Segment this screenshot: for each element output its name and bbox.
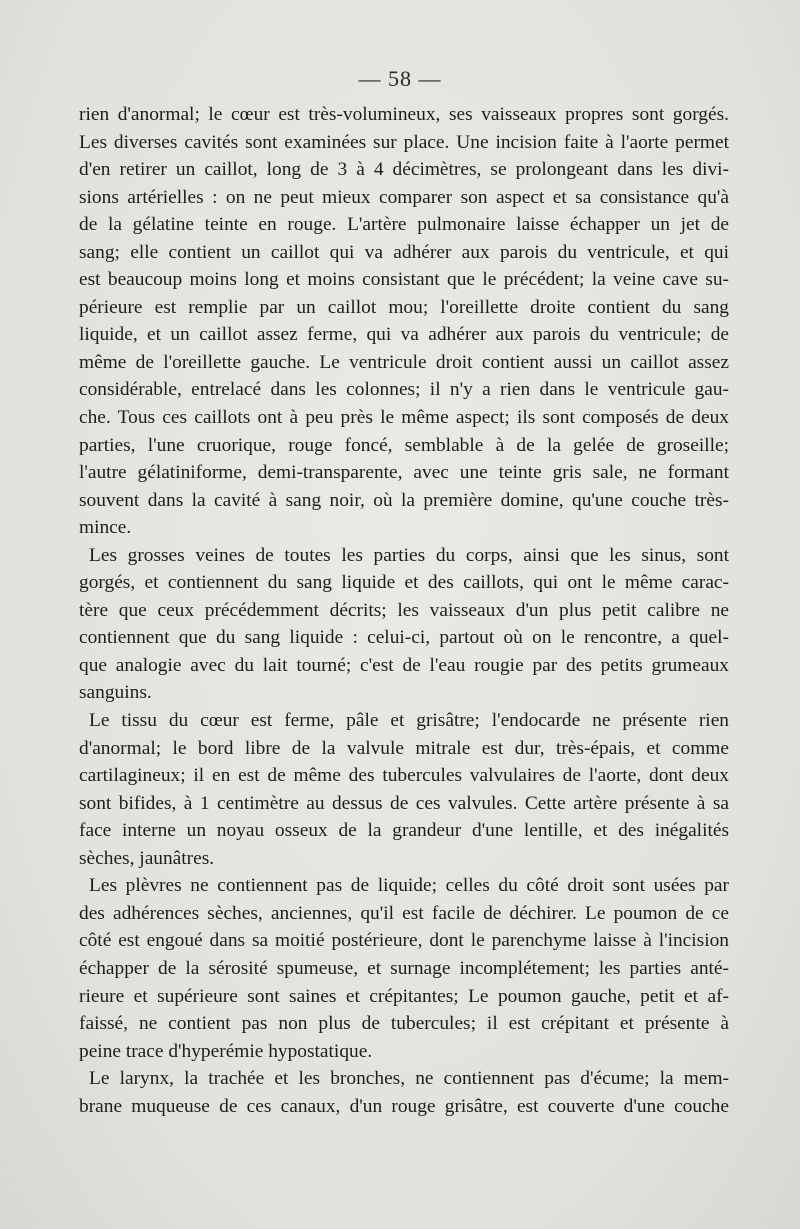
text-line: peine trace d'hyperémie hypostatique. — [79, 1040, 373, 1062]
text-line: sont bifides, à 1 centimètre au dessus de ces valvules. Cette artère présente à sa — [79, 792, 729, 814]
text-line: tère que ceux précédemment décrits; les vaisseaux d'un plus petit calibre ne — [79, 599, 729, 621]
text-line: des adhérences sèches, anciennes, qu'il est facile de déchirer. Le poumon de ce — [79, 902, 729, 924]
text-line: parties, l'une cruorique, rouge foncé, semblable à de la gelée de groseille; — [79, 434, 729, 456]
body-text — [79, 101, 729, 1120]
text-line: d'en retirer un caillot, long de 3 à 4 décimètres, se prolongeant dans les divi- — [79, 159, 729, 181]
text-line: souvent dans la cavité à sang noir, où la première domine, qu'une couche très- — [79, 489, 729, 511]
text-line: liquide, et un caillot assez ferme, qui va adhérer aux parois du ventricule; de — [79, 324, 729, 346]
text-line: Les diverses cavités sont examinées sur place. Une incision faite à l'aorte permet — [79, 131, 729, 153]
text-line: Les plèvres ne contiennent pas de liquide; celles du côté droit sont usées par — [89, 875, 729, 897]
text-line: sèches, jaunâtres. — [79, 847, 215, 869]
text-line: mince. — [79, 517, 132, 539]
text-line: gorgés, et contiennent du sang liquide et des caillots, qui ont le même carac- — [79, 572, 729, 594]
text-line: Les grosses veines de toutes les parties du corps, ainsi que les sinus, sont — [89, 544, 729, 566]
text-line: côté est engoué dans sa moitié postérieure, dont le parenchyme laisse à l'incision — [79, 930, 729, 952]
text-line: de la gélatine teinte en rouge. L'artère pulmonaire laisse échapper un jet de — [79, 214, 729, 236]
page-number: — 58 — — [358, 66, 442, 91]
text-line: che. Tous ces caillots ont à peu près le même aspect; ils sont composés de deux — [79, 407, 729, 429]
text-line: contiennent que du sang liquide : celui-ci, partout où on le rencontre, a quel- — [79, 627, 729, 649]
text-line: même de l'oreillette gauche. Le ventricule droit contient aussi un caillot assez — [79, 351, 729, 373]
text-line: faissé, ne contient pas non plus de tubercules; il est crépitant et présente à — [79, 1013, 729, 1035]
text-line: l'autre gélatiniforme, demi-transparente, avec une teinte gris sale, ne formant — [79, 462, 729, 484]
text-line: considérable, entrelacé dans les colonnes; il n'y a rien dans le ventricule gau- — [79, 379, 729, 401]
text-line: brane muqueuse de ces canaux, d'un rouge grisâtre, est couverte d'une couche — [79, 1095, 729, 1117]
text-line: d'anormal; le bord libre de la valvule mitrale est dur, très-épais, et comme — [79, 737, 729, 759]
text-line: Le larynx, la trachée et les bronches, ne contiennent pas d'écume; la mem- — [89, 1068, 729, 1090]
text-line: échapper de la sérosité spumeuse, et surnage incomplétement; les parties anté- — [79, 957, 729, 979]
text-line: est beaucoup moins long et moins consistant que le précédent; la veine cave su- — [79, 269, 729, 291]
text-line: que analogie avec du lait tourné; c'est de l'eau rougie par des petits grumeaux — [79, 654, 729, 676]
text-line: Le tissu du cœur est ferme, pâle et grisâtre; l'endocarde ne présente rien — [89, 710, 729, 732]
text-line: sions artérielles : on ne peut mieux comparer son aspect et sa consistance qu'à — [79, 186, 729, 208]
text-line: sanguins. — [79, 682, 152, 704]
text-line: périeure est remplie par un caillot mou; l'oreillette droite contient du sang — [79, 296, 729, 318]
text-line: face interne un noyau osseux de la grandeur d'une lentille, et des inégalités — [79, 820, 729, 842]
text-line: rien d'anormal; le cœur est très-volumineux, ses vaisseaux propres sont gorgés. — [79, 104, 729, 125]
text-line: sang; elle contient un caillot qui va adhérer aux parois du ventricule, et qui — [79, 241, 729, 263]
text-line: rieure et supérieure sont saines et crépitantes; Le poumon gauche, petit et af- — [79, 985, 729, 1007]
text-line: cartilagineux; il en est de même des tubercules valvulaires de l'aorte, dont deux — [79, 765, 729, 787]
